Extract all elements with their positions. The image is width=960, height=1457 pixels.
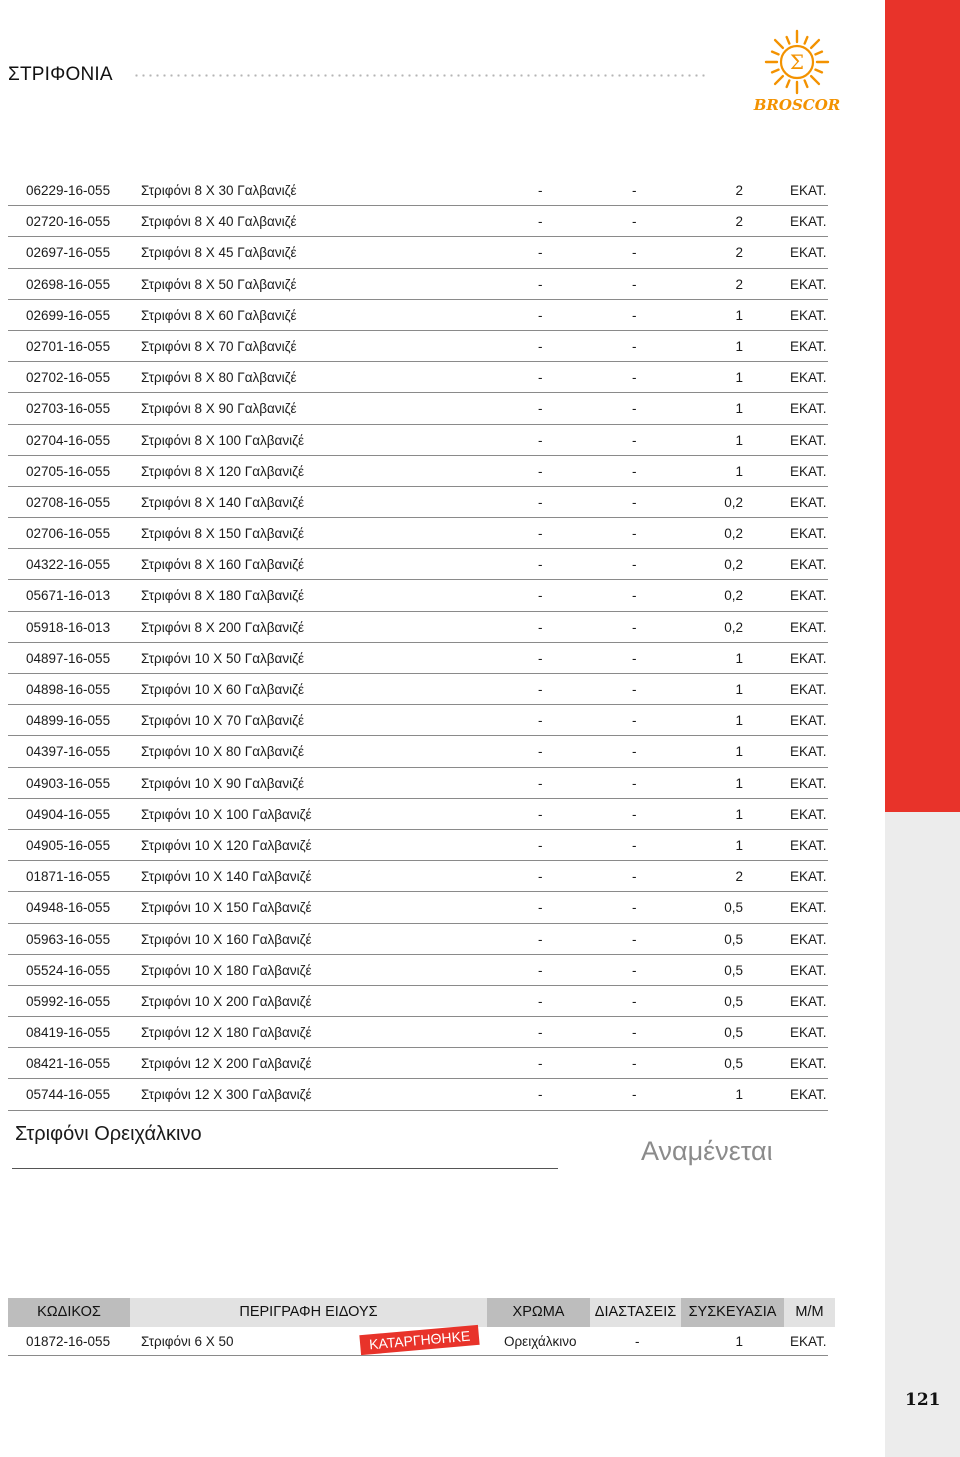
product-code: 05524-16-055 (26, 962, 111, 978)
logo-sigma: Σ (789, 50, 805, 74)
product-dim-1: - (538, 713, 543, 729)
product-code: 02697-16-055 (26, 245, 111, 261)
product-code: 02706-16-055 (26, 526, 111, 542)
product-description: Στριφόνι 10 Χ 60 Γαλβανιζέ (141, 682, 305, 697)
logo-ray (775, 76, 783, 84)
product-packaging: 1 (735, 744, 743, 760)
product-description: Στριφόνι 10 Χ 180 Γαλβανιζέ (141, 962, 312, 978)
product-dim-2: - (632, 1025, 637, 1041)
product-code: 04898-16-055 (26, 682, 111, 697)
product-dim-1: - (538, 837, 543, 853)
product-code: 02703-16-055 (26, 401, 111, 417)
product-row (8, 331, 828, 362)
product-packaging: 2 (735, 276, 743, 292)
product-dim-1: - (538, 869, 543, 885)
section-underline (12, 1168, 558, 1169)
row-color: Ορειχάλκινο (504, 1334, 577, 1349)
product-packaging: 1 (735, 338, 743, 354)
product-dim-2: - (632, 650, 637, 666)
product-dim-2: - (632, 962, 637, 978)
table-header (8, 1298, 835, 1327)
logo-brand-text: BROSCOR (753, 96, 841, 114)
product-packaging: 0,2 (724, 494, 743, 510)
logo-ray (772, 70, 778, 73)
product-dim-1: - (538, 900, 543, 916)
product-row (8, 362, 828, 393)
product-unit: ΕΚΑΤ. (790, 619, 827, 635)
product-description: Στριφόνι 10 Χ 80 Γαλβανιζέ (141, 744, 305, 760)
product-dim-2: - (632, 401, 637, 417)
product-packaging: 2 (735, 869, 743, 885)
logo-ray (811, 76, 819, 84)
product-packaging: 2 (735, 245, 743, 261)
discontinued-stamp: ΚΑΤΑΡΓΗΘΗΚΕ (359, 1325, 480, 1355)
product-description: Στριφόνι 8 Χ 30 Γαλβανιζέ (141, 183, 297, 198)
product-unit: ΕΚΑΤ. (790, 1056, 827, 1072)
product-code: 04904-16-055 (26, 806, 111, 822)
product-dim-2: - (632, 526, 637, 542)
product-unit: ΕΚΑΤ. (790, 682, 827, 697)
product-packaging: 0,5 (724, 931, 743, 947)
product-unit: ΕΚΑΤ. (790, 869, 827, 885)
product-packaging: 1 (735, 650, 743, 666)
product-unit: ΕΚΑΤ. (790, 494, 827, 510)
logo-ray (805, 37, 808, 43)
product-dim-2: - (632, 338, 637, 354)
product-description: Στριφόνι 8 Χ 150 Γαλβανιζέ (141, 526, 305, 542)
product-dim-2: - (632, 557, 637, 573)
page-title: ΣΤΡΙΦΟΝΙΑ (8, 64, 113, 85)
broscor-logo (750, 28, 845, 123)
product-dim-2: - (632, 869, 637, 885)
product-packaging: 1 (735, 682, 743, 697)
product-unit: ΕΚΑΤ. (790, 900, 827, 916)
product-row (8, 1017, 828, 1048)
product-packaging: 2 (735, 214, 743, 230)
product-code: 02708-16-055 (26, 494, 111, 510)
product-dim-2: - (632, 837, 637, 853)
product-unit: ΕΚΑΤ. (790, 806, 827, 822)
product-packaging: 0,2 (724, 588, 743, 604)
product-code: 08421-16-055 (26, 1056, 111, 1072)
section-title: Στριφόνι Ορειχάλκινο (15, 1123, 202, 1145)
product-dim-2: - (632, 276, 637, 292)
product-dim-1: - (538, 463, 543, 479)
product-row (8, 955, 828, 986)
product-dim-2: - (632, 370, 637, 386)
product-dim-1: - (538, 370, 543, 386)
product-code: 04903-16-055 (26, 775, 111, 791)
product-dim-1: - (538, 1087, 543, 1103)
logo-ray (815, 52, 821, 55)
product-row (8, 487, 828, 518)
product-unit: ΕΚΑΤ. (790, 713, 827, 729)
product-dim-1: - (538, 432, 543, 448)
product-code: 04899-16-055 (26, 713, 111, 729)
product-description: Στριφόνι 8 Χ 100 Γαλβανιζέ (141, 432, 305, 448)
product-description: Στριφόνι 8 Χ 40 Γαλβανιζέ (141, 214, 297, 230)
product-description: Στριφόνι 8 Χ 140 Γαλβανιζέ (141, 494, 305, 510)
page-number: 121 (905, 1390, 941, 1410)
header-unit: Μ/Μ (784, 1298, 835, 1327)
product-code: 02704-16-055 (26, 432, 111, 448)
logo-ray (787, 37, 790, 43)
product-dim-1: - (538, 214, 543, 230)
product-dim-2: - (632, 806, 637, 822)
product-unit: ΕΚΑΤ. (790, 1087, 827, 1103)
product-code: 02701-16-055 (26, 338, 111, 354)
product-dim-1: - (538, 682, 543, 697)
product-description: Στριφόνι 8 Χ 160 Γαλβανιζέ (141, 557, 305, 573)
header-color: ΧΡΩΜΑ (487, 1298, 590, 1327)
product-description: Στριφόνι 8 Χ 50 Γαλβανιζέ (141, 276, 297, 292)
product-packaging: 1 (735, 370, 743, 386)
product-row (8, 986, 828, 1017)
product-description: Στριφόνι 8 Χ 90 Γαλβανιζέ (141, 401, 297, 417)
product-packaging: 0,2 (724, 619, 743, 635)
product-unit: ΕΚΑΤ. (790, 588, 827, 604)
product-row (8, 269, 828, 300)
product-description: Στριφόνι 8 Χ 70 Γαλβανιζέ (141, 338, 297, 354)
product-unit: ΕΚΑΤ. (790, 245, 827, 261)
product-packaging: 1 (735, 806, 743, 822)
product-dim-2: - (632, 1056, 637, 1072)
product-code: 04397-16-055 (26, 744, 111, 760)
product-unit: ΕΚΑΤ. (790, 307, 827, 323)
product-unit: ΕΚΑΤ. (790, 931, 827, 947)
product-description: Στριφόνι 12 Χ 300 Γαλβανιζέ (141, 1087, 312, 1103)
product-code: 06229-16-055 (26, 183, 111, 198)
product-row (8, 1079, 828, 1110)
product-unit: ΕΚΑΤ. (790, 526, 827, 542)
product-dim-1: - (538, 494, 543, 510)
header-code: ΚΩΔΙΚΟΣ (8, 1298, 130, 1327)
product-packaging: 1 (735, 307, 743, 323)
product-code: 04897-16-055 (26, 650, 111, 666)
product-unit: ΕΚΑΤ. (790, 1025, 827, 1041)
product-row (8, 736, 828, 767)
product-dim-1: - (538, 775, 543, 791)
product-dim-1: - (538, 401, 543, 417)
product-code: 02698-16-055 (26, 276, 111, 292)
product-description: Στριφόνι 12 Χ 200 Γαλβανιζέ (141, 1056, 312, 1072)
product-dim-2: - (632, 744, 637, 760)
product-description: Στριφόνι 10 Χ 50 Γαλβανιζέ (141, 650, 305, 666)
product-row (8, 300, 828, 331)
product-dim-1: - (538, 245, 543, 261)
product-dim-2: - (632, 588, 637, 604)
product-unit: ΕΚΑΤ. (790, 401, 827, 417)
product-dim-1: - (538, 806, 543, 822)
row-code: 01872-16-055 (26, 1334, 111, 1349)
product-code: 05918-16-013 (26, 619, 111, 635)
product-code: 04948-16-055 (26, 900, 111, 916)
product-description: Στριφόνι 12 Χ 180 Γαλβανιζέ (141, 1025, 312, 1041)
product-list (8, 175, 828, 1111)
title-dotted-leader (133, 74, 708, 77)
product-code: 02702-16-055 (26, 370, 111, 386)
product-dim-2: - (632, 183, 637, 198)
product-packaging: 0,5 (724, 900, 743, 916)
logo-ray (787, 80, 790, 86)
product-packaging: 1 (735, 1087, 743, 1103)
product-unit: ΕΚΑΤ. (790, 370, 827, 386)
product-dim-1: - (538, 557, 543, 573)
product-dim-2: - (632, 993, 637, 1009)
product-dim-2: - (632, 900, 637, 916)
product-row (8, 612, 828, 643)
product-packaging: 0,5 (724, 1056, 743, 1072)
product-row (8, 425, 828, 456)
product-code: 02705-16-055 (26, 463, 111, 479)
product-row (8, 799, 828, 830)
logo-ray (811, 40, 819, 48)
product-unit: ΕΚΑΤ. (790, 775, 827, 791)
product-row (8, 175, 828, 206)
product-packaging: 1 (735, 432, 743, 448)
product-description: Στριφόνι 10 Χ 100 Γαλβανιζέ (141, 806, 312, 822)
product-row (8, 1048, 828, 1079)
product-code: 05992-16-055 (26, 993, 111, 1009)
product-dim-1: - (538, 744, 543, 760)
header-dimensions: ΔΙΑΣΤΑΣΕΙΣ (590, 1298, 681, 1327)
product-row (8, 549, 828, 580)
product-unit: ΕΚΑΤ. (790, 338, 827, 354)
product-row (8, 924, 828, 955)
product-description: Στριφόνι 8 Χ 60 Γαλβανιζέ (141, 307, 297, 323)
product-row (8, 861, 828, 892)
product-description: Στριφόνι 10 Χ 160 Γαλβανιζέ (141, 931, 312, 947)
product-unit: ΕΚΑΤ. (790, 650, 827, 666)
product-dim-1: - (538, 526, 543, 542)
product-dim-1: - (538, 276, 543, 292)
availability-status: Αναμένεται (641, 1136, 773, 1166)
product-code: 02720-16-055 (26, 214, 111, 230)
product-row (8, 456, 828, 487)
product-dim-2: - (632, 494, 637, 510)
product-description: Στριφόνι 10 Χ 90 Γαλβανιζέ (141, 775, 305, 791)
product-row (8, 674, 828, 705)
product-packaging: 1 (735, 463, 743, 479)
red-corner-decoration (885, 0, 960, 812)
logo-ray (805, 80, 808, 86)
row-packaging: 1 (735, 1334, 743, 1349)
product-unit: ΕΚΑΤ. (790, 183, 827, 198)
product-row (8, 643, 828, 674)
product-dim-1: - (538, 962, 543, 978)
product-row (8, 892, 828, 923)
product-packaging: 0,2 (724, 526, 743, 542)
product-code: 01871-16-055 (26, 869, 111, 885)
product-packaging: 1 (735, 837, 743, 853)
product-code: 02699-16-055 (26, 307, 111, 323)
product-code: 05671-16-013 (26, 588, 111, 604)
product-unit: ΕΚΑΤ. (790, 962, 827, 978)
product-description: Στριφόνι 8 Χ 180 Γαλβανιζέ (141, 588, 305, 604)
product-dim-1: - (538, 1056, 543, 1072)
product-description: Στριφόνι 8 Χ 45 Γαλβανιζέ (141, 245, 297, 261)
product-packaging: 0,5 (724, 962, 743, 978)
product-dim-1: - (538, 650, 543, 666)
product-description: Στριφόνι 8 Χ 80 Γαλβανιζέ (141, 370, 297, 386)
product-description: Στριφόνι 10 Χ 70 Γαλβανιζέ (141, 713, 305, 729)
product-code: 04905-16-055 (26, 837, 111, 853)
product-dim-1: - (538, 588, 543, 604)
product-dim-2: - (632, 245, 637, 261)
product-row (8, 206, 828, 237)
product-dim-2: - (632, 307, 637, 323)
product-description: Στριφόνι 8 Χ 120 Γαλβανιζέ (141, 463, 305, 479)
product-dim-2: - (632, 463, 637, 479)
product-packaging: 0,5 (724, 1025, 743, 1041)
logo-ray (815, 70, 821, 73)
product-unit: ΕΚΑΤ. (790, 744, 827, 760)
product-dim-1: - (538, 307, 543, 323)
product-unit: ΕΚΑΤ. (790, 463, 827, 479)
product-packaging: 0,2 (724, 557, 743, 573)
product-row (8, 580, 828, 611)
product-dim-2: - (632, 432, 637, 448)
product-unit: ΕΚΑΤ. (790, 214, 827, 230)
row-dimensions: - (635, 1334, 640, 1349)
product-packaging: 0,5 (724, 993, 743, 1009)
product-dim-1: - (538, 183, 543, 198)
header-description: ΠΕΡΙΓΡΑΦΗ ΕΙΔΟΥΣ (130, 1298, 487, 1327)
product-unit: ΕΚΑΤ. (790, 557, 827, 573)
product-unit: ΕΚΑΤ. (790, 993, 827, 1009)
product-dim-2: - (632, 931, 637, 947)
product-code: 05744-16-055 (26, 1087, 111, 1103)
product-code: 08419-16-055 (26, 1025, 111, 1041)
product-dim-1: - (538, 338, 543, 354)
product-description: Στριφόνι 10 Χ 150 Γαλβανιζέ (141, 900, 312, 916)
product-unit: ΕΚΑΤ. (790, 276, 827, 292)
product-row (8, 518, 828, 549)
product-row (8, 830, 828, 861)
product-dim-2: - (632, 682, 637, 697)
product-packaging: 1 (735, 775, 743, 791)
product-row (8, 393, 828, 424)
product-description: Στριφόνι 8 Χ 200 Γαλβανιζέ (141, 619, 305, 635)
product-packaging: 1 (735, 401, 743, 417)
product-description: Στριφόνι 10 Χ 200 Γαλβανιζέ (141, 993, 312, 1009)
header-packaging: ΣΥΣΚΕΥΑΣΙΑ (681, 1298, 784, 1327)
product-dim-1: - (538, 931, 543, 947)
product-packaging: 2 (735, 183, 743, 198)
product-code: 04322-16-055 (26, 557, 111, 573)
product-dim-1: - (538, 619, 543, 635)
product-description: Στριφόνι 10 Χ 140 Γαλβανιζέ (141, 869, 312, 885)
logo-ray (772, 52, 778, 55)
row-unit: ΕΚΑΤ. (790, 1334, 827, 1349)
product-row (8, 237, 828, 268)
product-dim-2: - (632, 775, 637, 791)
product-dim-1: - (538, 1025, 543, 1041)
product-code: 05963-16-055 (26, 931, 111, 947)
product-dim-2: - (632, 1087, 637, 1103)
product-row (8, 705, 828, 736)
product-packaging: 1 (735, 713, 743, 729)
product-dim-2: - (632, 619, 637, 635)
product-dim-1: - (538, 993, 543, 1009)
product-unit: ΕΚΑΤ. (790, 432, 827, 448)
product-dim-2: - (632, 713, 637, 729)
product-dim-2: - (632, 214, 637, 230)
row-description: Στριφόνι 6 Χ 50 (141, 1334, 234, 1349)
product-description: Στριφόνι 10 Χ 120 Γαλβανιζέ (141, 837, 312, 853)
product-row (8, 768, 828, 799)
logo-ray (775, 40, 783, 48)
product-unit: ΕΚΑΤ. (790, 837, 827, 853)
